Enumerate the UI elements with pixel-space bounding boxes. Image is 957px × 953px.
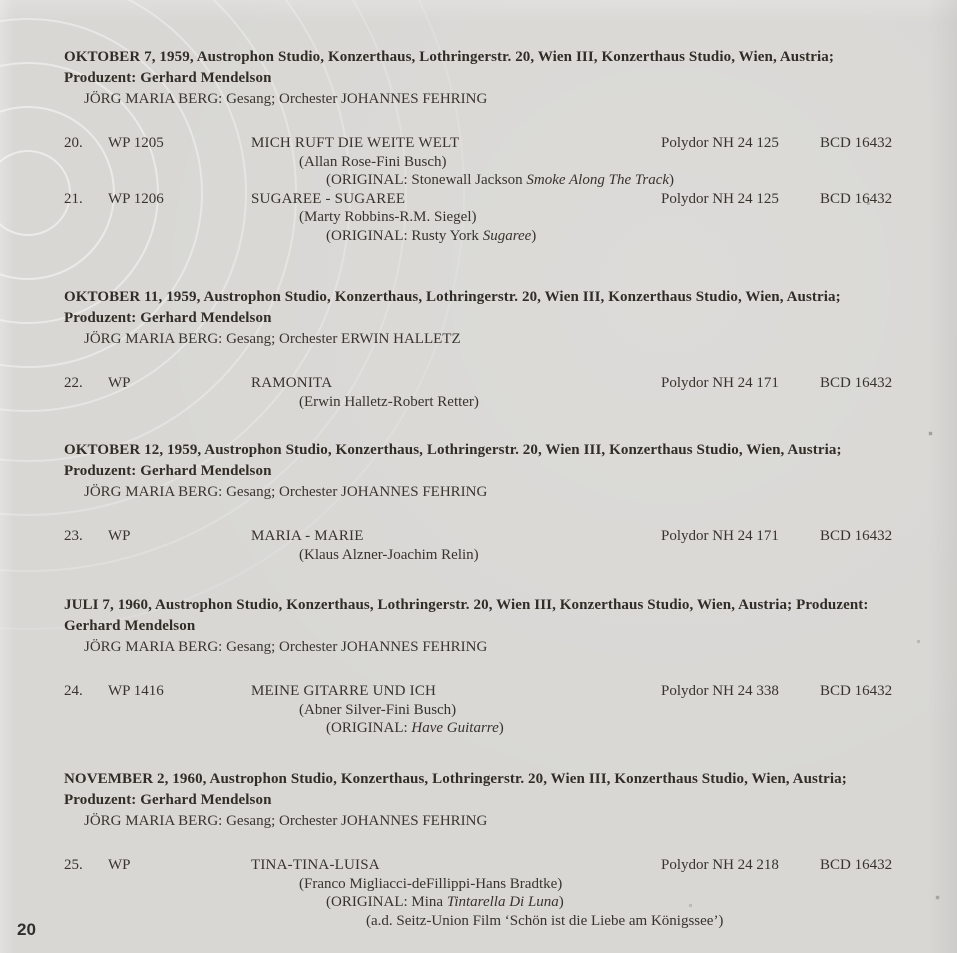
original-prefix: (ORIGINAL: Mina — [326, 894, 447, 910]
track-row — [64, 134, 926, 190]
original-prefix: (ORIGINAL: Stonewall Jackson — [326, 172, 527, 188]
session-artist-line: JÖRG MARIA BERG: Gesang; Orchester ERWIN HALLETZ — [84, 331, 461, 347]
track-number: 21. — [64, 190, 83, 207]
session-header-line: Produzent: Gerhard Mendelson — [64, 792, 272, 808]
original-suffix: ) — [669, 172, 675, 188]
session-artist-line: JÖRG MARIA BERG: Gesang; Orchester JOHANNES FEHRING — [84, 91, 488, 107]
track-title-block — [251, 527, 661, 564]
original-prefix: (ORIGINAL: Rusty York — [326, 227, 483, 244]
session-header-line: JULI 7, 1960, Austrophon Studio, Konzerthaus, Lothringerstr. 20, Wien III, Konzerthaus Studio, Wien, Austria; Produzent: — [64, 597, 869, 613]
original-prefix: (ORIGINAL: — [326, 720, 412, 736]
session-header — [64, 440, 926, 482]
track-credits: (Klaus Alzner-Joachim Relin) — [299, 546, 479, 563]
original-title-italic: Smoke Along The Track — [526, 172, 670, 188]
session-header-line: Produzent: Gerhard Mendelson — [64, 70, 272, 86]
track-title: TINA-TINA-LUISA — [251, 857, 380, 873]
track-credits: (Franco Migliacci-deFillippi-Hans Bradtke) — [299, 875, 563, 892]
session-artist-line: JÖRG MARIA BERG: Gesang; Orchester JOHANNES FEHRING — [84, 484, 488, 500]
track-title-block — [251, 134, 675, 190]
session-header-line: Gerhard Mendelson — [64, 618, 196, 634]
session-header-line: OKTOBER 7, 1959, Austrophon Studio, Konzerthaus, Lothringerstr. 20, Wien III, Konzerthaus Studio, Wien, Austria; — [64, 49, 834, 65]
track-row — [64, 682, 926, 738]
track-matrix: WP — [108, 375, 131, 391]
scan-noise-specks — [0, 0, 1, 1]
track-release-label: Polydor NH 24 171 — [661, 375, 779, 391]
track-bcd-number: BCD 16432 — [820, 528, 893, 544]
track-original-note — [251, 227, 655, 246]
session-block-oktober-12-1959 — [64, 440, 926, 564]
track-title: MEINE GITARRE UND ICH — [251, 683, 437, 699]
track-release-label: Polydor NH 24 125 — [661, 135, 779, 151]
original-suffix: ) — [498, 720, 504, 736]
track-credits: (Marty Robbins-R.M. Siegel) — [299, 209, 477, 225]
track-title: RAMONITA — [251, 375, 333, 391]
track-row — [64, 856, 926, 930]
track-row — [64, 527, 926, 564]
session-block-oktober-11-1959 — [64, 287, 926, 411]
session-block-juli-7-1960 — [64, 595, 926, 738]
track-release-label: Polydor NH 24 171 — [661, 528, 779, 544]
track-matrix: WP 1416 — [108, 683, 164, 699]
session-header — [64, 769, 926, 811]
track-list — [64, 856, 926, 930]
original-suffix: ) — [558, 894, 564, 910]
track-matrix: WP — [108, 857, 131, 873]
track-bcd-number: BCD 16432 — [820, 683, 893, 699]
page-number: 20 — [17, 920, 36, 939]
track-credits: (Allan Rose-Fini Busch) — [299, 153, 447, 170]
track-list — [64, 134, 926, 245]
track-film-note: (a.d. Seitz-Union Film ‘Schön ist die Liebe am Königssee’) — [366, 912, 724, 929]
track-matrix: WP 1206 — [108, 190, 164, 207]
track-bcd-number: BCD 16432 — [820, 190, 893, 207]
track-matrix: WP 1205 — [108, 135, 164, 151]
session-header-line: OKTOBER 11, 1959, Austrophon Studio, Konzerthaus, Lothringerstr. 20, Wien III, Konzerthaus Studio, Wien, Austria; — [64, 289, 841, 305]
track-original-note — [251, 171, 675, 190]
session-header — [64, 47, 926, 89]
original-title-italic: Sugaree — [482, 227, 532, 244]
session-header — [64, 287, 926, 329]
track-list — [64, 374, 926, 411]
track-bcd-number: BCD 16432 — [820, 375, 893, 391]
track-number: 23. — [64, 528, 83, 544]
session-artist-line: JÖRG MARIA BERG: Gesang; Orchester JOHANNES FEHRING — [84, 813, 488, 829]
track-number: 25. — [64, 857, 83, 873]
track-title-block — [251, 190, 661, 246]
session-header-line: Produzent: Gerhard Mendelson — [64, 310, 272, 326]
track-title: MICH RUFT DIE WEITE WELT — [251, 135, 460, 151]
session-block-oktober-7-1959 — [64, 47, 926, 245]
original-title-italic: Tintarella Di Luna — [446, 894, 559, 910]
track-title: SUGAREE - SUGAREE — [251, 190, 406, 207]
track-row — [64, 190, 926, 246]
track-bcd-number: BCD 16432 — [820, 135, 893, 151]
track-bcd-number: BCD 16432 — [820, 857, 893, 873]
track-number: 24. — [64, 683, 83, 699]
session-block-november-2-1960 — [64, 769, 926, 930]
session-header-line: NOVEMBER 2, 1960, Austrophon Studio, Konzerthaus, Lothringerstr. 20, Wien III, Konzerthaus Studio, Wien, Austria; — [64, 771, 847, 787]
original-suffix: ) — [531, 227, 537, 244]
track-original-note — [251, 719, 655, 738]
track-credits: (Abner Silver-Fini Busch) — [299, 701, 457, 718]
track-list — [64, 682, 926, 738]
session-header-line: Produzent: Gerhard Mendelson — [64, 463, 272, 479]
track-list — [64, 527, 926, 564]
session-header — [64, 595, 926, 637]
session-artist-line: JÖRG MARIA BERG: Gesang; Orchester JOHANNES FEHRING — [84, 639, 488, 655]
track-row — [64, 374, 926, 411]
track-release-label: Polydor NH 24 125 — [661, 190, 779, 207]
track-title: MARIA - MARIE — [251, 528, 364, 544]
track-original-note — [251, 893, 655, 912]
track-title-block — [251, 682, 661, 738]
session-header-line: OKTOBER 12, 1959, Austrophon Studio, Konzerthaus, Lothringerstr. 20, Wien III, Konzerthaus Studio, Wien, Austria; — [64, 442, 842, 458]
original-title-italic: Have Guitarre — [411, 720, 499, 736]
track-release-label: Polydor NH 24 218 — [661, 857, 779, 873]
track-matrix: WP — [108, 528, 131, 544]
track-credits: (Erwin Halletz-Robert Retter) — [299, 393, 479, 410]
track-release-label: Polydor NH 24 338 — [661, 683, 779, 699]
track-number: 22. — [64, 375, 83, 391]
track-title-block — [251, 374, 661, 411]
track-number: 20. — [64, 135, 83, 151]
